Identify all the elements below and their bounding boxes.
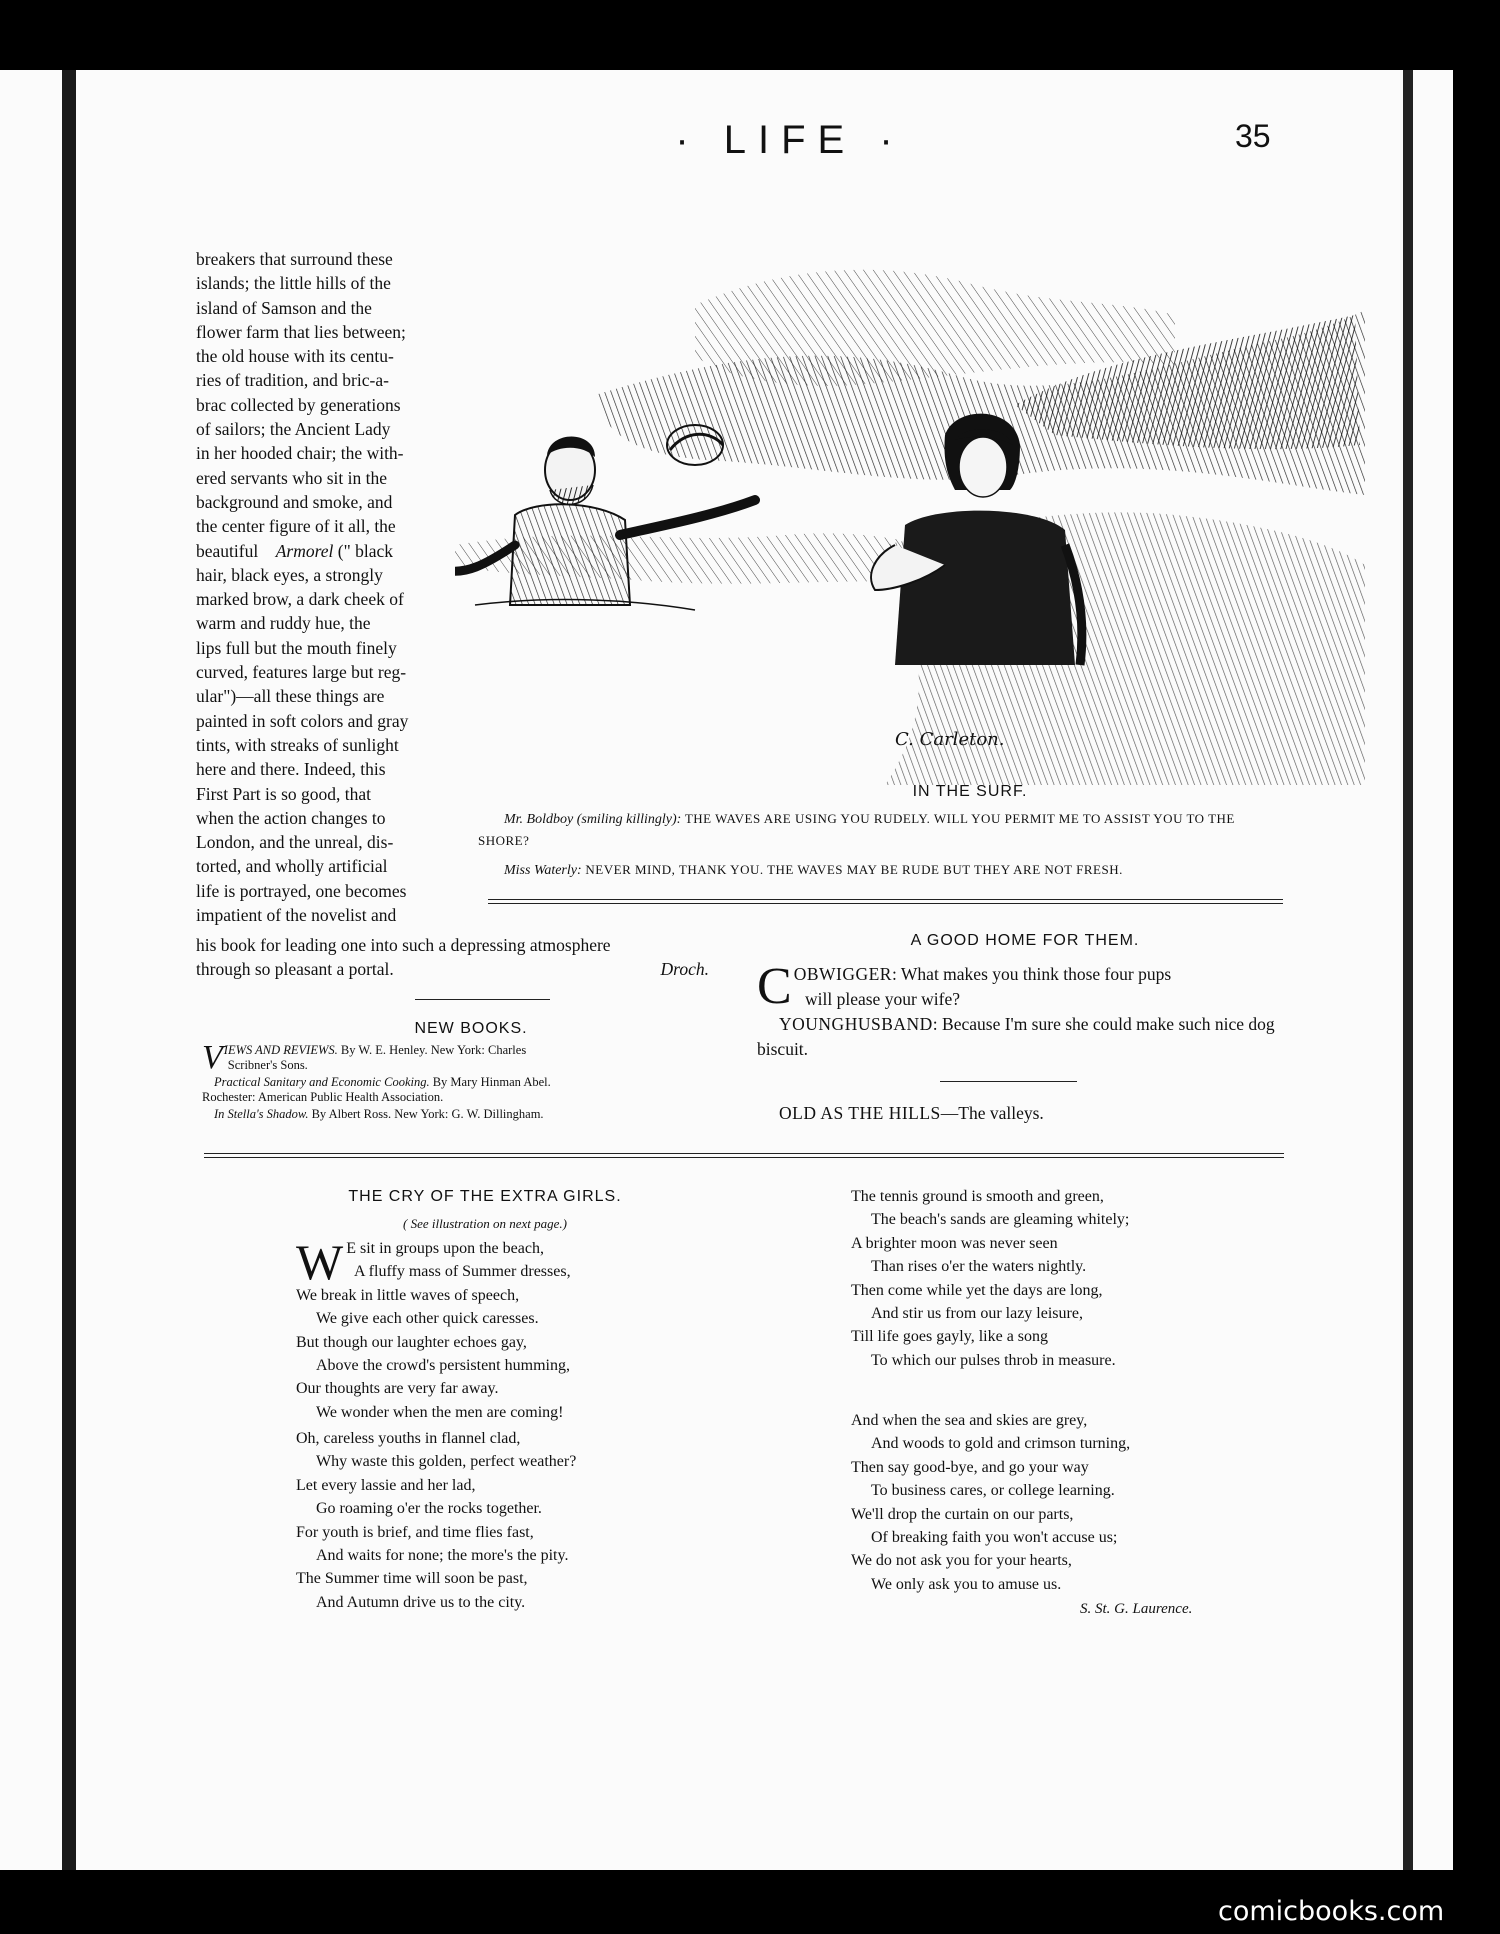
poem-line: Then come while yet the days are long, (851, 1281, 1103, 1299)
poem-line: And waits for none; the more's the pity. (316, 1547, 569, 1565)
review-continuation (196, 933, 731, 982)
review-line: background and smoke, and (196, 491, 393, 512)
review-line: First Part is so good, that (196, 783, 372, 804)
poem-stanza (851, 1409, 1251, 1596)
binding-gutter (62, 70, 76, 1870)
book-details: By Albert Ross. New York: G. W. Dillingham. (311, 1107, 544, 1121)
poem-line: A fluffy mass of Summer dresses, (354, 1263, 571, 1281)
review-line: the old house with its centu- (196, 346, 394, 367)
poem-line: We break in little waves of speech, (296, 1286, 520, 1304)
drop-cap: W (296, 1234, 344, 1290)
poem-line: The beach's sands are gleaming whitely; (871, 1211, 1130, 1229)
novel-title: Armorel (275, 540, 334, 561)
poem-line-text: E sit in groups upon the beach, (346, 1240, 544, 1257)
short-divider (940, 1081, 1077, 1082)
poem-line: We'll drop the curtain on our parts, (851, 1505, 1074, 1523)
review-line: hair, black eyes, a strongly (196, 564, 383, 585)
caption-text: THE WAVES ARE USING YOU RUDELY. WILL YOU PERMIT ME TO ASSIST YOU TO THE SHORE? (478, 811, 1235, 848)
poem-line: And when the sea and skies are grey, (851, 1412, 1088, 1429)
caption-line-boldboy (478, 808, 1278, 851)
review-line: brac collected by generations (196, 394, 401, 415)
poem-line: And stir us from our lazy leisure, (871, 1305, 1083, 1323)
poem-line: To business cares, or college learning. (871, 1482, 1115, 1500)
review-line: torted, and wholly artificial (196, 856, 388, 877)
section-divider (204, 1153, 1284, 1158)
drop-cap: V (202, 1039, 223, 1076)
poem-signature: S. St. G. Laurence. (1080, 1601, 1193, 1617)
joke-text: : What makes you think those four pups (891, 964, 1172, 984)
poem-line: Let every lassie and her lad, (296, 1476, 476, 1494)
poem-line: Of breaking faith you won't accuse us; (871, 1529, 1118, 1547)
review-line: impatient of the novelist and (196, 905, 397, 926)
poem-line: We give each other quick caresses. (316, 1310, 539, 1328)
poem-line: And woods to gold and crimson turning, (871, 1435, 1131, 1453)
page-number: 35 (1235, 118, 1271, 154)
caption-text: NEVER MIND, THANK YOU. THE WAVES MAY BE RUDE BUT THEY ARE NOT FRESH. (585, 862, 1123, 877)
review-line: tints, with streaks of sunlight (196, 734, 399, 755)
surf-illustration (455, 245, 1365, 785)
poem-line: We do not ask you for your hearts, (851, 1552, 1072, 1570)
book-details: Scribner's Sons. (227, 1057, 308, 1072)
review-line: marked brow, a dark cheek of (196, 589, 404, 610)
joke-body (757, 958, 1287, 1062)
poem-line: A brighter moon was never seen (851, 1234, 1058, 1252)
review-line: of sailors; the Ancient Lady (196, 419, 391, 440)
review-line: in her hooded chair; the with- (196, 443, 404, 464)
page-edge-shadow (1403, 70, 1413, 1870)
book-title: In Stella's Shadow. (214, 1107, 309, 1121)
new-books-title: NEW BOOKS. (414, 1020, 528, 1037)
poem-line: To which our pulses throb in measure. (871, 1351, 1116, 1369)
short-divider (415, 999, 550, 1000)
poem-line: Then say good-bye, and go your way (851, 1458, 1089, 1476)
joke-title: A GOOD HOME FOR THEM. (910, 932, 1140, 949)
book-details: By W. E. Henley. New York: Charles (340, 1043, 527, 1057)
joke-text: —The valleys. (940, 1103, 1044, 1123)
cartoon-caption (478, 808, 1278, 881)
poem-line: Why waste this golden, perfect weather? (316, 1453, 577, 1471)
poem-line: The Summer time will soon be past, (296, 1570, 528, 1588)
review-line: life is portrayed, one becomes (196, 880, 407, 901)
review-line: here and there. Indeed, this (196, 759, 386, 780)
speaker-name: OBWIGGER (793, 964, 892, 984)
review-line: lips full but the mouth finely (196, 637, 397, 658)
review-line: warm and ruddy hue, the (196, 613, 371, 634)
poem-note: ( See illustration on next page.) (403, 1216, 567, 1231)
review-line: the center figure of it all, the (196, 516, 396, 537)
book-entry (202, 1107, 732, 1122)
poem-line: Till life goes gayly, like a song (851, 1328, 1049, 1346)
poem-title: THE CRY OF THE EXTRA GIRLS. (348, 1188, 622, 1205)
joke-label: OLD AS THE HILLS (779, 1103, 941, 1123)
poem-line: Our thoughts are very far away. (296, 1380, 499, 1398)
caption-line-waterly (478, 859, 1278, 881)
poem-line: The tennis ground is smooth and green, (851, 1188, 1104, 1205)
masthead-title: · LIFE · (675, 118, 905, 162)
review-line: London, and the unreal, dis- (196, 832, 394, 853)
review-line: curved, features large but reg- (196, 662, 407, 683)
joke-line: will please your wife? (805, 989, 961, 1009)
review-line: through so pleasant a portal. (196, 959, 394, 980)
poem-line: Go roaming o'er the rocks together. (316, 1500, 542, 1518)
joke-line (757, 1012, 1287, 1062)
poem-line: But though our laughter echoes gay, (296, 1333, 527, 1351)
review-line: ries of tradition, and bric-a- (196, 370, 389, 391)
review-line: ered servants who sit in the (196, 467, 387, 488)
old-as-the-hills (779, 1103, 1044, 1124)
review-column (196, 247, 452, 927)
speaker-label: Mr. Boldboy (smiling killingly): (504, 812, 682, 827)
joke-text: : Because I'm sure she could make such nice dog biscuit. (757, 1014, 1275, 1059)
review-line: ular")—all these things are (196, 686, 385, 707)
poem-line: Above the crowd's persistent humming, (316, 1357, 570, 1375)
speaker-label: Miss Waterly: (504, 863, 582, 878)
review-line (196, 539, 452, 563)
review-word: beautiful (196, 540, 259, 561)
poem-stanza (296, 1234, 696, 1424)
poem-line: And Autumn drive us to the city. (316, 1593, 526, 1611)
poem-stanza (296, 1427, 696, 1614)
new-books-list (202, 1039, 732, 1125)
poem-line: We wonder when the men are coming! (316, 1403, 564, 1421)
book-entry (202, 1039, 732, 1076)
poem-line: For youth is brief, and time flies fast, (296, 1523, 534, 1541)
section-divider (488, 899, 1283, 904)
speaker-name: YOUNGHUSBAND (779, 1014, 933, 1034)
artist-signature: C. Carleton. (895, 729, 1005, 750)
poem-line: We only ask you to amuse us. (871, 1575, 1062, 1593)
book-details: By Mary Hinman Abel. (432, 1075, 551, 1089)
review-line: island of Samson and the (196, 297, 372, 318)
book-entry (202, 1075, 732, 1090)
drop-cap: C (757, 958, 792, 1015)
site-watermark: comicbooks.com (1218, 1896, 1445, 1927)
book-details: Rochester: American Public Health Association. (202, 1089, 444, 1104)
book-title: Practical Sanitary and Economic Cooking. (214, 1075, 430, 1089)
poem-line: Than rises o'er the waters nightly. (871, 1258, 1087, 1276)
review-line: breakers that surround these (196, 249, 393, 269)
poem-stanza (851, 1185, 1251, 1372)
review-line: painted in soft colors and gray (196, 710, 409, 731)
review-word: (" black (337, 540, 394, 561)
cartoon-title: IN THE SURF. (912, 783, 1028, 800)
review-line: when the action changes to (196, 807, 386, 828)
book-title: IEWS AND REVIEWS. (223, 1043, 338, 1057)
poem-line: Oh, careless youths in flannel clad, (296, 1430, 521, 1447)
review-line: his book for leading one into such a depressing atmosphere (196, 935, 611, 955)
review-line: islands; the little hills of the (196, 273, 391, 294)
review-signature: Droch. (660, 959, 709, 979)
review-line: flower farm that lies between; (196, 321, 406, 342)
